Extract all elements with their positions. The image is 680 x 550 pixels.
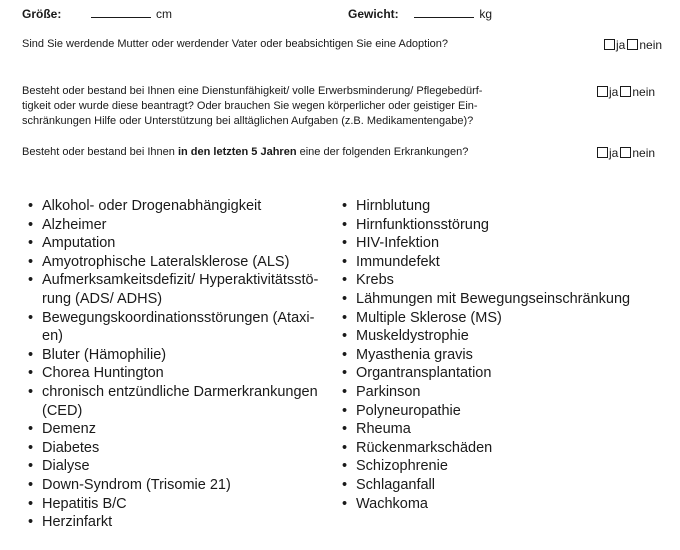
list-item-text: • Rückenmarkschäden xyxy=(356,439,493,456)
list-item xyxy=(28,346,348,365)
list-item-text: • Immundefekt xyxy=(356,253,440,270)
list-item-text: • Alkohol- oder Drogenabhängigkeit xyxy=(42,198,262,214)
list-item xyxy=(28,253,348,272)
list-item xyxy=(342,216,672,235)
question-text-line-1: Besteht oder bestand bei Ihnen eine Dienstunfähigkeit/ volle Erwerbsminderung/ Pflegebedürf- xyxy=(22,85,483,97)
list-item xyxy=(342,234,672,253)
yes-label: ja xyxy=(609,85,619,99)
list-item-text: • Down-Syndrom (Trisomie 21) xyxy=(42,476,231,493)
question-text-line-2: tigkeit oder wurde diese beantragt? Oder brauchen Sie wegen körperlicher oder geistiger Ein- xyxy=(22,100,478,112)
list-item xyxy=(28,383,348,420)
list-item-text: • Polyneuropathie xyxy=(356,402,461,419)
no-label: nein xyxy=(632,146,656,160)
list-item-text: • Wachkoma xyxy=(356,495,428,512)
list-item xyxy=(342,402,672,421)
list-item-text: • chronisch entzündliche Darmerkrankungen xyxy=(42,383,318,400)
list-item-text: • Hepatitis B/C xyxy=(42,495,127,512)
question-text-post: eine der folgenden Erkrankungen? xyxy=(296,146,469,158)
yes-checkbox[interactable] xyxy=(604,39,615,50)
list-item-text: rung (ADS/ ADHS) xyxy=(42,290,163,307)
list-item xyxy=(342,290,672,309)
list-item xyxy=(342,476,672,495)
weight-input-line[interactable] xyxy=(414,16,474,18)
list-item xyxy=(28,439,348,458)
disease-list-left xyxy=(28,197,348,532)
list-item xyxy=(28,513,348,532)
yes-label: ja xyxy=(609,146,619,160)
list-item-text: (CED) xyxy=(42,402,83,419)
answer-options-1 xyxy=(604,38,664,52)
list-item xyxy=(28,495,348,514)
list-item-text: • Parkinson xyxy=(356,383,421,400)
list-item xyxy=(28,271,348,308)
question-text-line-3: schränkungen Hilfe oder Unterstützung bei alltäglichen Aufgaben (z.B. Medikamentengabe)? xyxy=(22,115,474,127)
list-item-text: • Diabetes xyxy=(42,439,100,456)
answer-options-2 xyxy=(597,85,657,99)
list-item-text: • Schizophrenie xyxy=(356,458,448,475)
list-item-text: • Chorea Huntington xyxy=(42,365,164,382)
no-label: nein xyxy=(639,38,663,52)
question-text-pre: Besteht oder bestand bei Ihnen xyxy=(22,146,178,158)
list-item xyxy=(342,420,672,439)
size-unit: cm xyxy=(156,7,173,21)
list-item-text: • Dialyse xyxy=(42,458,90,475)
list-item xyxy=(342,327,672,346)
list-item xyxy=(342,309,672,328)
list-item xyxy=(342,383,672,402)
list-item-text: • Organtransplantation xyxy=(356,365,492,382)
question-text: Sind Sie werdende Mutter oder werdender Vater oder beabsichtigen Sie eine Adoption? xyxy=(22,38,449,50)
weight-field-row xyxy=(348,7,492,21)
list-item xyxy=(342,495,672,514)
list-item xyxy=(342,457,672,476)
list-item xyxy=(28,216,348,235)
list-item-text: • Aufmerksamkeitsdefizit/ Hyperaktivitätsstö- xyxy=(42,272,319,289)
list-item xyxy=(342,253,672,272)
list-item xyxy=(28,476,348,495)
list-item-text: • Bewegungskoordinationsstörungen (Ataxi- xyxy=(42,309,315,326)
list-item-text: en) xyxy=(42,328,63,345)
list-item xyxy=(342,346,672,365)
list-item xyxy=(342,439,672,458)
list-item-text: • Multiple Sklerose (MS) xyxy=(356,309,502,326)
list-item-text: • Alzheimer xyxy=(42,216,107,233)
list-item-text: • Herzinfarkt xyxy=(42,514,113,531)
list-item-text: • Muskeldystrophie xyxy=(356,328,469,345)
disease-list-right xyxy=(342,197,672,513)
weight-label: Gewicht: xyxy=(348,7,399,21)
size-field-row xyxy=(22,7,172,21)
yes-checkbox[interactable] xyxy=(597,86,608,97)
list-item-text: • Rheuma xyxy=(356,421,411,438)
list-item-text: • HIV-Infektion xyxy=(356,235,440,252)
size-label: Größe: xyxy=(22,7,62,21)
list-item-text: • Lähmungen mit Bewegungseinschränkung xyxy=(356,290,631,307)
yes-label: ja xyxy=(616,38,626,52)
list-item xyxy=(28,457,348,476)
list-item xyxy=(28,197,348,216)
yes-checkbox[interactable] xyxy=(597,147,608,158)
list-item xyxy=(28,309,348,346)
list-item xyxy=(28,234,348,253)
list-item xyxy=(28,364,348,383)
list-item-text: • Hirnfunktionsstörung xyxy=(356,216,489,233)
list-item-text: • Demenz xyxy=(42,421,96,438)
no-checkbox[interactable] xyxy=(620,86,631,97)
list-item-text: • Schlaganfall xyxy=(356,476,435,493)
list-item-text: • Myasthenia gravis xyxy=(356,346,473,363)
weight-unit: kg xyxy=(479,7,493,21)
list-item-text: • Amyotrophische Lateralsklerose (ALS) xyxy=(42,253,290,270)
list-item xyxy=(342,364,672,383)
list-item xyxy=(342,271,672,290)
list-item xyxy=(28,420,348,439)
list-item-text: • Hirnblutung xyxy=(356,198,431,214)
list-item-text: • Krebs xyxy=(356,272,394,289)
question-text-emphasis: in den letzten 5 Jahren xyxy=(177,146,297,158)
no-checkbox[interactable] xyxy=(627,39,638,50)
question-diseases xyxy=(22,145,587,160)
question-adoption xyxy=(22,37,582,52)
size-input-line[interactable] xyxy=(91,16,151,18)
list-item xyxy=(342,197,672,216)
list-item-text: • Bluter (Hämophilie) xyxy=(42,346,167,363)
no-checkbox[interactable] xyxy=(620,147,631,158)
question-disability xyxy=(22,84,587,129)
no-label: nein xyxy=(632,85,656,99)
list-item-text: • Amputation xyxy=(42,235,116,252)
answer-options-3 xyxy=(597,146,657,160)
